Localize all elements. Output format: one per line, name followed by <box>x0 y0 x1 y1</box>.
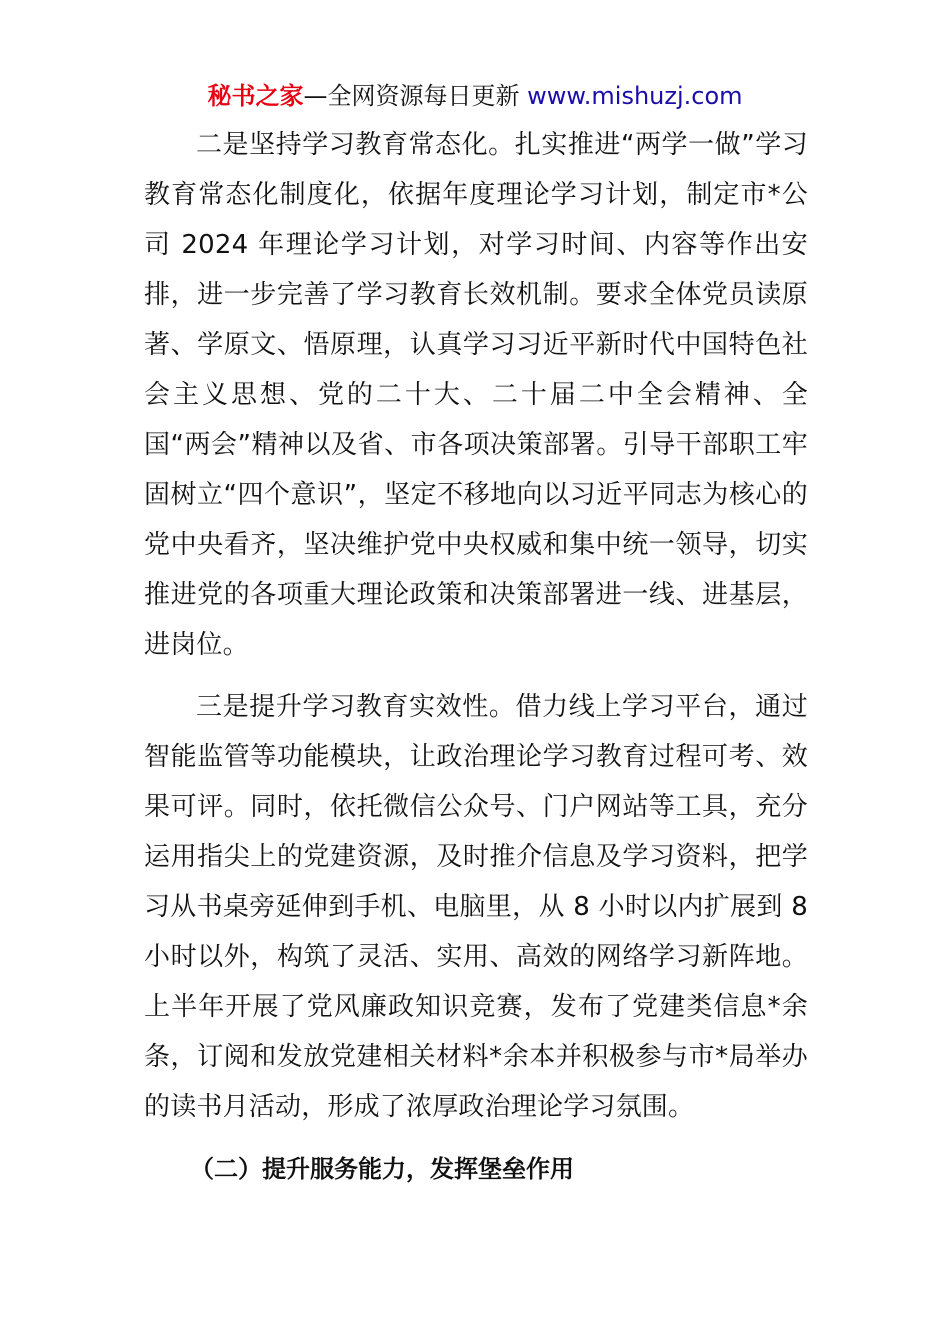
paragraph-learning-effectiveness: 三是提升学习教育实效性。借力线上学习平台，通过智能监管等功能模块，让政治理论学习教育过程可考、效果可评。同时，依托微信公众号、门户网站等工具，充分运用指尖上的党建资源，及时推介信息及学习资料，把学习从书桌旁延伸到手机、电脑里，从 8 小时以内扩展到 8 小时以外，构筑了灵活、实用、高效的网络学习新阵地。上半年开展了党风廉政知识竞赛，发布了党建类信息*余条，订阅和发放党建相关材料*余本并积极参与市*局举办的读书月活动，形成了浓厚政治理论学习氛围。 <box>144 692 808 1122</box>
document-body <box>144 120 808 1194</box>
site-brand: 秘书之家 <box>207 82 304 110</box>
paragraph-learning-routine: 二是坚持学习教育常态化。扎实推进“两学一做”学习教育常态化制度化，依据年度理论学习计划，制定市*公司 2024 年理论学习计划，对学习时间、内容等作出安排，进一步完善了学习教育长效机制。要求全体党员读原著、学原文、悟原理，认真学习习近平新时代中国特色社会主义思想、党的二十大、二十届二中全会精神、全国“两会”精神以及省、市各项决策部署。引导干部职工牢固树立“四个意识”，坚定不移地向以习近平同志为核心的党中央看齐，坚决维护党中央权威和集中统一领导，切实推进党的各项重大理论政策和决策部署进一线、进基层，进岗位。 <box>144 130 808 660</box>
site-header <box>0 80 950 112</box>
site-url-link[interactable]: www.mishuzj.com <box>527 82 743 110</box>
site-tagline: —全网资源每日更新 <box>303 82 528 110</box>
section-subheading: （二）提升服务能力，发挥堡垒作用 <box>190 1155 574 1183</box>
